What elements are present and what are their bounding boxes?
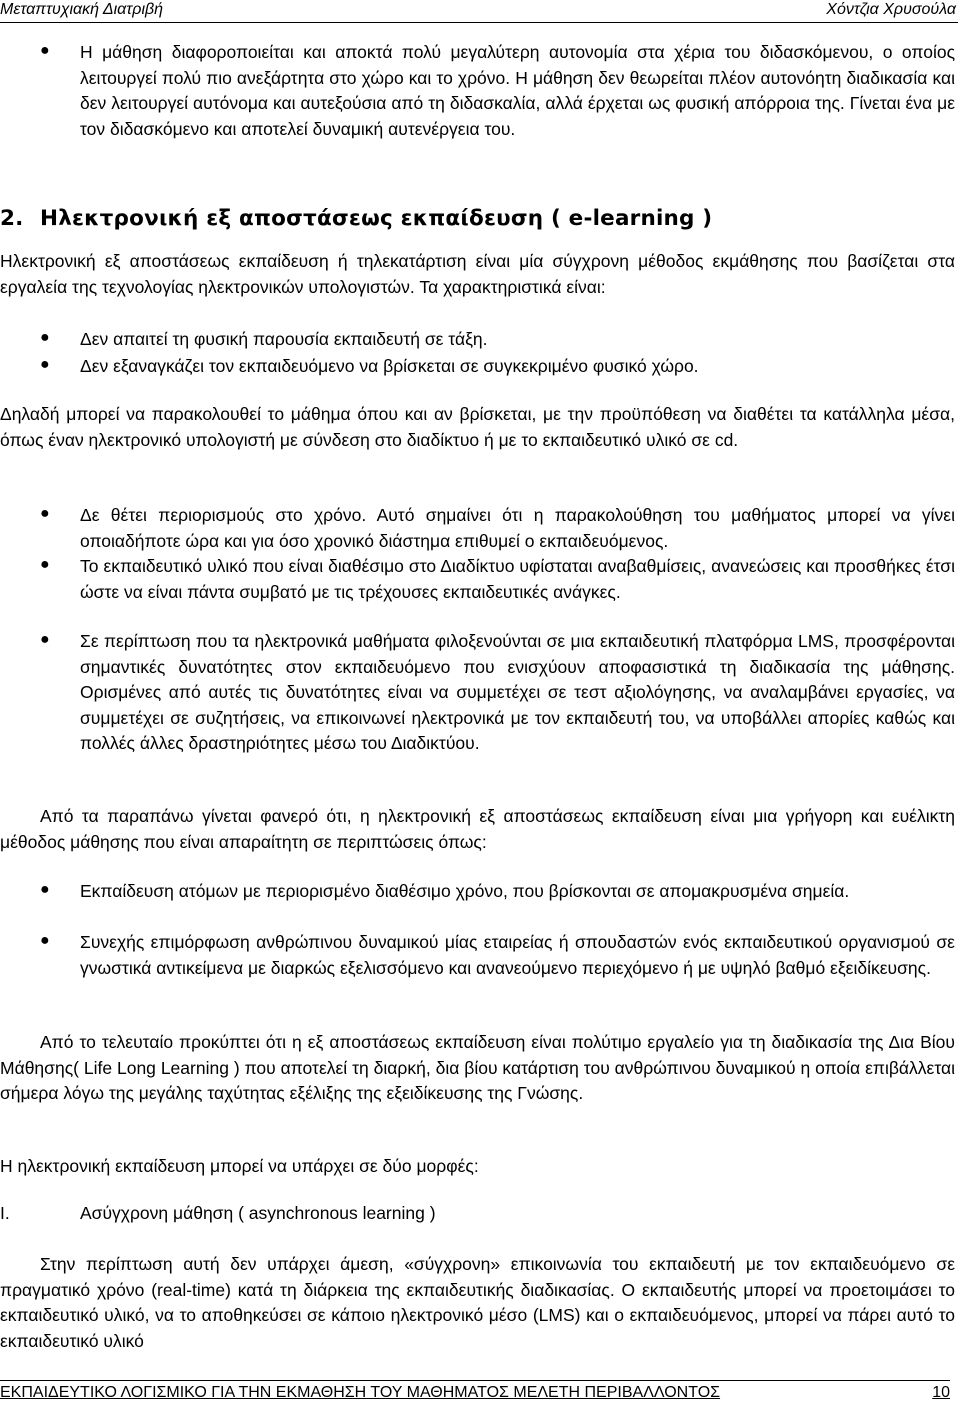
bullet-icon: ●: [40, 42, 50, 59]
feature-item: Δεν απαιτεί τη φυσική παρουσία εκπαιδευτή σε τάξη.: [80, 329, 488, 349]
advantage-item: Σε περίπτωση που τα ηλεκτρονικά μαθήματα φιλοξενούνται σε μια εκπαιδευτική πλατφόρμα LMS, προσφέρονται σημαντικές δυνατότητες στον εκπαιδευόμενο που ενισχύουν αποφασιστικά τη διαδικασία της μάθησης. Ορισμένες από αυτές τις δυνατότητες είναι να συμμετέχει σε τεστ αξιολόγησης, να αναλαμβάνει εργασίες, να συμμετέχει σε συζητήσεις, να επικοινωνεί ηλεκτρονικά με τον εκπαιδευτή του, να υποβάλλει απορίες καθώς και πολλές άλλες δραστηριότητες μέσω του Διαδικτύου.: [80, 631, 955, 753]
bullet-icon: ●: [40, 329, 50, 346]
section-title: Ηλεκτρονική εξ αποστάσεως εκπαίδευση ( e-learning ): [40, 206, 713, 231]
form-numeral: I.: [0, 1203, 10, 1223]
async-paragraph: Στην περίπτωση αυτή δεν υπάρχει άμεση, «σύγχρονη» επικοινωνία του εκπαιδευτή με τον εκπαιδευόμενο σε πραγματικό χρόνο (real-time) κατά τη διάρκεια της εκπαιδευτικής διαδικασίας. Ο εκπαιδευτής μπορεί να προετοιμάσει το εκπαιδευτικό υλικό, να το αποθηκεύσει σε κάποιο ηλεκτρονικό μέσο (LMS) και ο εκπαιδευόμενος, μπορεί να πάρει αυτό το εκπαιδευτικό υλικό: [0, 1254, 955, 1351]
section-heading: [0, 206, 712, 231]
footer-title: ΕΚΠΑΙΔΕΥΤΙΚΟ ΛΟΓΙΣΜΙΚΟ ΓΙΑ ΤΗΝ ΕΚΜΑΘΗΣΗ ΤΟΥ ΜΑΘΗΜΑΤΟΣ ΜΕΛΕΤΗ ΠΕΡΙΒΑΛΛΟΝΤΟΣ: [0, 1384, 721, 1401]
page-footer: [0, 1380, 950, 1401]
bullet-icon: ●: [40, 505, 50, 522]
bullet-icon: ●: [40, 356, 50, 373]
page-number: 10: [932, 1384, 950, 1401]
page-header: [0, 0, 958, 23]
header-thesis-label: Μεταπτυχιακή Διατριβή: [0, 1, 164, 18]
bullet-icon: ●: [40, 556, 50, 573]
advantage-item: Το εκπαιδευτικό υλικό που είναι διαθέσιμο στο Διαδίκτυο υφίσταται αναβαθμίσεις, ανανεώσεις και προσθήκες έτσι ώστε να είναι πάντα συμβατό με τις τρέχουσες εκπαιδευτικές ανάγκες.: [80, 556, 955, 602]
section-number: 2.: [0, 206, 24, 231]
bullet-icon: ●: [40, 631, 50, 648]
forms-paragraph: Η ηλεκτρονική εκπαίδευση μπορεί να υπάρχει σε δύο μορφές:: [0, 1156, 479, 1176]
top-bullet-text: Η μάθηση διαφοροποιείται και αποκτά πολύ μεγαλύτερη αυτονομία στα χέρια του διδασκόμενου, ο οποίος λειτουργεί πολύ πιο ανεξάρτητα στο χώρο και το χρόνο. Η μάθηση δεν θεωρείται πλέον αυτονόητη διαδικασία και δεν λειτουργεί αυτόνομα και αυτεξούσια από τη διδασκαλία, αλλά έρχεται ως φυσική απόρροια της. Γίνεται ένα με τον διδασκόμενο και αποτελεί δυναμική αυτενέργεια του.: [80, 42, 955, 139]
case-item: Συνεχής επιμόρφωση ανθρώπινου δυναμικού μίας εταιρείας ή σπουδαστών ενός εκπαιδευτικού οργανισμού σε γνωστικά αντικείμενα με διαρκώς εξελισσόμενο και ανανεούμενο περιεχόμενο ή με υψηλό βαθμό εξειδίκευσης.: [80, 932, 955, 978]
cases-paragraph: Από τα παραπάνω γίνεται φανερό ότι, η ηλεκτρονική εξ αποστάσεως εκπαίδευση είναι μια γρήγορη και ευέλικτη μέθοδος μάθησης που είναι απαραίτητη σε περιπτώσεις όπως:: [0, 806, 955, 852]
header-author: Χόντζια Χρυσούλα: [826, 1, 956, 18]
bullet-icon: ●: [40, 932, 50, 949]
feature-item: Δεν εξαναγκάζει τον εκπαιδευόμενο να βρίσκεται σε συγκεκριμένο φυσικό χώρο.: [80, 356, 699, 376]
lifelong-paragraph: Από το τελευταίο προκύπτει ότι η εξ αποστάσεως εκπαίδευση είναι πολύτιμο εργαλείο για τη διαδικασία της Δια Βίου Μάθησης( Life Long Learning ) που αποτελεί τη διαρκή, δια βίου κατάρτιση του ανθρώπινου δυναμικού η οποία επιβάλλεται σήμερα λόγω της μεγάλης ταχύτητας εξέλιξης της εξειδίκευσης της Γνώσης.: [0, 1032, 955, 1103]
case-item: Εκπαίδευση ατόμων με περιορισμένο διαθέσιμο χρόνο, που βρίσκονται σε απομακρυσμένα σημεία.: [80, 881, 850, 901]
form-label: Ασύγχρονη μάθηση ( asynchronous learning ): [80, 1203, 436, 1223]
bullet-icon: ●: [40, 881, 50, 898]
meaning-paragraph: Δηλαδή μπορεί να παρακολουθεί το μάθημα όπου και αν βρίσκεται, με την προϋπόθεση να διαθέτει τα κατάλληλα μέσα, όπως έναν ηλεκτρονικό υπολογιστή με σύνδεση στο διαδίκτυο ή με το εκπαιδευτικό υλικό σε cd.: [0, 404, 955, 450]
advantage-item: Δε θέτει περιορισμούς στο χρόνο. Αυτό σημαίνει ότι η παρακολούθηση του μαθήματος μπορεί να γίνει οποιαδήποτε ώρα και για όσο χρονικό διάστημα επιθυμεί ο εκπαιδευόμενος.: [80, 505, 955, 551]
intro-paragraph: Ηλεκτρονική εξ αποστάσεως εκπαίδευση ή τηλεκατάρτιση είναι μία σύγχρονη μέθοδος εκμάθησης που βασίζεται στα εργαλεία της τεχνολογίας ηλεκτρονικών υπολογιστών. Τα χαρακτηριστικά είναι:: [0, 251, 955, 297]
